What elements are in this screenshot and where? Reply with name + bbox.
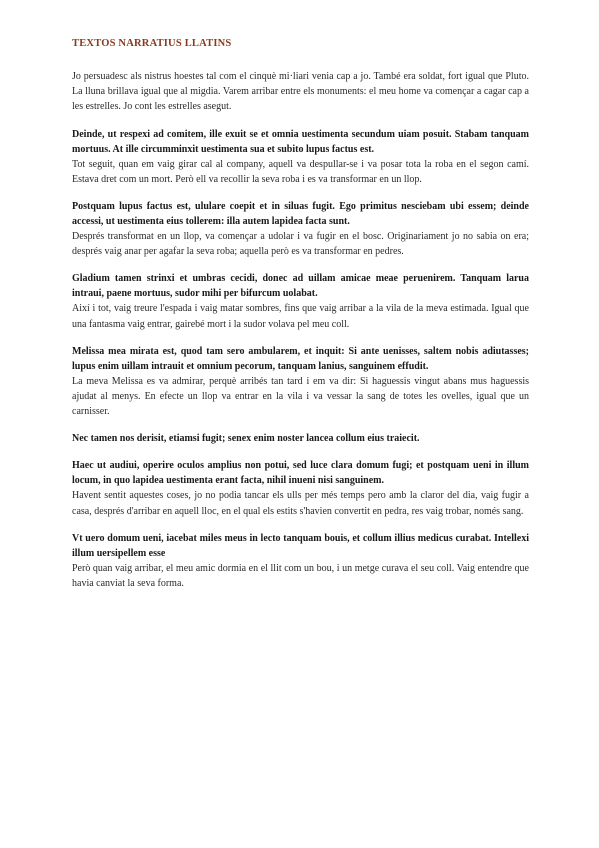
latin-text: Vt uero domum ueni, iacebat miles meus in lecto tanquam bouis, et collum illius medicus curabat. Intellexi illum uersipellem esse	[72, 532, 529, 559]
passage-block	[72, 127, 529, 187]
translation-text: Havent sentit aquestes coses, jo no podia tancar els ulls per més temps pero amb la claror del dia, vaig fugir a casa, després d'arribar en aquell lloc, en el qual els estits s'havien convertit en pedra, res vaig trobar, només sang.	[72, 490, 529, 517]
intro-paragraph: Jo persuadesc als nistrus hoestes tal com el cinquè mi·liari venia cap a jo. També era soldat, fort igual que Pluto. La lluna brillava igual que al migdia. Varem arribar entre els monuments: el meu home va començar a cagar cap a les estrelles. Jo cont les estrelles asegut.	[72, 71, 529, 113]
translation-text: Després transformat en un llop, va començar a udolar i va fugir en el bosc. Originariament jo no sabia on era; després vaig anar per agafar la seva roba; aquella però es va transformar en pedres.	[72, 231, 529, 258]
passage-block	[72, 199, 529, 259]
translation-text: La meva Melissa es va admirar, perquè arribés tan tard i em va dir: Si haguessis vingut abans mus haguessis ajudat al menys. En efecte un llop va entrar en la vila i va vessar la sang de totes les ovelles, igual que un carnisser.	[72, 375, 529, 418]
translation-text: Però quan vaig arribar, el meu amic dormia en el llit com un bou, i un metge curava el seu coll. Vaig entendre que havia canviat la seva forma.	[72, 562, 529, 590]
intro-block	[72, 69, 529, 115]
latin-text: Melissa mea mirata est, quod tam sero ambularem, et inquit: Si ante uenisses, saltem nobis adiutasses; lupus enim uillam intrauit et omnium pecorum, tanquam lanius, sanguinem effudit.	[72, 345, 529, 372]
passage-block	[72, 431, 529, 446]
translation-text: Així i tot, vaig treure l'espada i vaig matar sombres, fins que vaig arribar a la vila de la meva estimada. Igual que una fantasma vaig entrar, gairebé mort i la sudor volava pel meu coll.	[72, 303, 529, 330]
document-title: TEXTOS NARRATIUS LLATINS	[72, 38, 232, 49]
translation-text: Tot seguit, quan em vaig girar cal al company, aquell va despullar-se i va posar tota la roba en el segon camí. Estava dret com un mort. Però ell va recollir la seva roba i es va transformar en un llop.	[72, 158, 529, 185]
document-page	[72, 38, 529, 603]
latin-text: Nec tamen nos derisit, etiamsi fugit; senex enim noster lancea collum eius traiecit.	[72, 433, 420, 445]
latin-text: Haec ut audiui, operire oculos amplius non potui, sed luce clara domum fugi; et postquam ueni in illum locum, in quo lapidea uestimenta erant facta, nihil inueni nisi sanguinem.	[72, 460, 529, 487]
latin-text: Deinde, ut respexi ad comitem, ille exuit se et omnia uestimenta secundum uiam posuit. Stabam tanquam mortuus. At ille circumminxit uestimenta sua et subito lupus factus est.	[72, 128, 529, 155]
latin-text: Gladium tamen strinxi et umbras cecidi, donec ad uillam amicae meae peruenirem. Tanquam larua intraui, paene mortuus, sudor mihi per bifurcum uolabat.	[72, 273, 529, 300]
passage-block	[72, 344, 529, 420]
passage-block	[72, 458, 529, 518]
latin-text: Postquam lupus factus est, ululare coepit et in siluas fugit. Ego primitus nesciebam ubi essem; deinde accessi, ut uestimenta eius tollerem: illa autem lapidea facta sunt.	[72, 201, 529, 228]
passage-block	[72, 271, 529, 331]
passage-block	[72, 531, 529, 591]
